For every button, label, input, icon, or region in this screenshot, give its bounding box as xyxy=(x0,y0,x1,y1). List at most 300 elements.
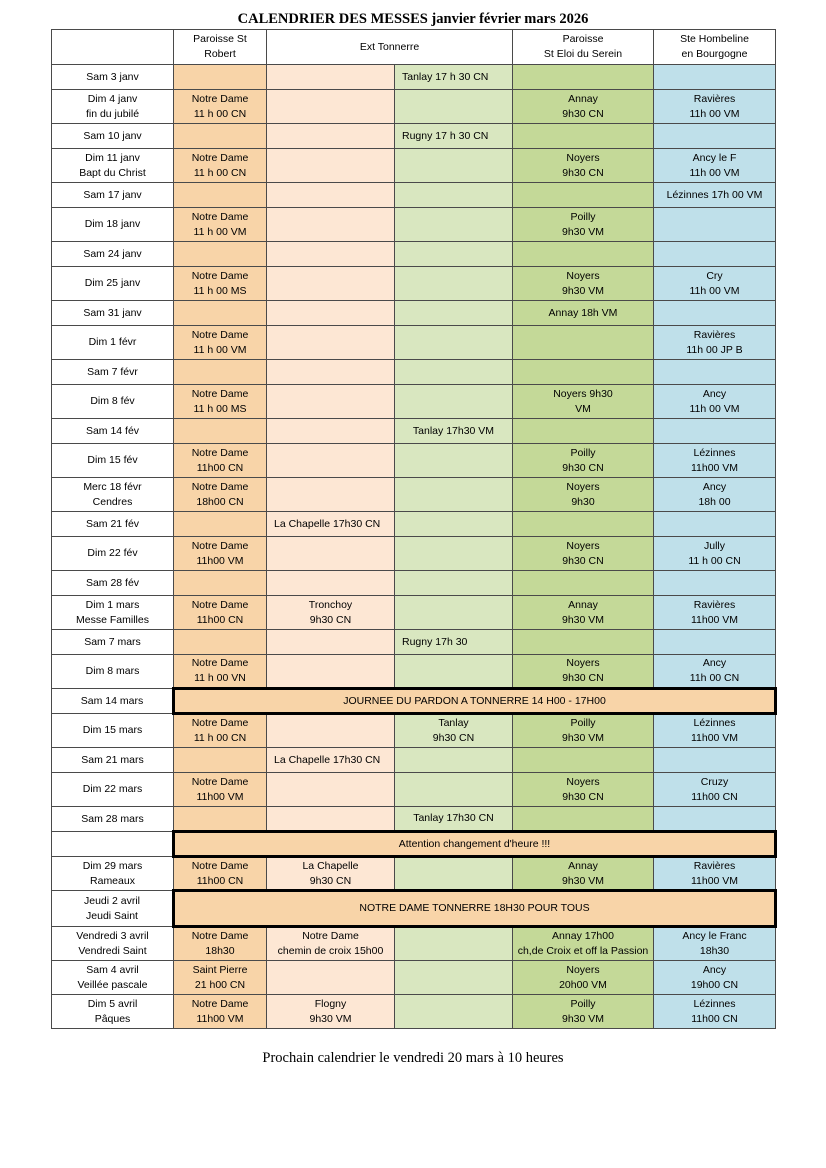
cell-ext-tonnerre-a xyxy=(267,857,395,891)
cell-text: Annay xyxy=(568,598,598,611)
cell-text: 19h00 CN xyxy=(690,978,739,991)
cell-text: Sam 14 fév xyxy=(85,424,140,437)
cell-paroisse-st-robert xyxy=(174,360,267,385)
schedule-row xyxy=(52,90,776,124)
cell-text: Ravières xyxy=(693,328,736,341)
cell-date xyxy=(52,301,174,326)
cell-date xyxy=(52,891,174,927)
cell-text: 9h30 CN xyxy=(432,732,475,744)
cell-text: Notre Dame xyxy=(191,269,249,282)
schedule-row xyxy=(52,773,776,807)
cell-text: 9h30 xyxy=(571,495,595,508)
cell-ext-tonnerre-b xyxy=(395,857,513,891)
cell-text: 11h00 VM xyxy=(690,874,739,887)
cell-ext-tonnerre-b xyxy=(395,419,513,444)
cell-paroisse-st-eloi xyxy=(513,267,654,301)
cell-text: Notre Dame xyxy=(191,210,249,223)
cell-ste-hombeline xyxy=(654,65,776,90)
event-banner: NOTRE DAME TONNERRE 18H30 POUR TOUS xyxy=(174,891,776,927)
header-ste-hombeline xyxy=(654,30,776,65)
cell-paroisse-st-eloi xyxy=(513,857,654,891)
cell-text: Pâques xyxy=(94,1012,131,1025)
cell-text: Tanlay 17h30 VM xyxy=(412,424,495,437)
cell-text: Notre Dame xyxy=(191,480,249,493)
cell-text: Jeudi Saint xyxy=(86,909,138,922)
cell-text: Annay xyxy=(568,92,598,105)
cell-text: Cruzy xyxy=(700,775,729,788)
schedule-row xyxy=(52,301,776,326)
cell-text: 11 h 00 CN xyxy=(193,107,247,120)
cell-text: 11h00 VM xyxy=(196,1012,244,1025)
cell-text: Annay 18h VM xyxy=(548,306,618,319)
cell-text: Sam 24 janv xyxy=(83,247,142,260)
cell-text: 11h00 CN xyxy=(196,874,244,887)
cell-text: 18h30 xyxy=(699,945,730,957)
schedule-row xyxy=(52,748,776,773)
cell-ste-hombeline xyxy=(654,444,776,478)
cell-paroisse-st-eloi xyxy=(513,419,654,444)
cell-date xyxy=(52,714,174,748)
cell-date xyxy=(52,65,174,90)
cell-ext-tonnerre-a xyxy=(267,242,395,267)
cell-ste-hombeline xyxy=(654,995,776,1029)
cell-text: Sam 7 févr xyxy=(87,365,138,378)
cell-date xyxy=(52,183,174,208)
cell-text: 11 h 00 CN xyxy=(688,554,741,567)
cell-text: 9h30 CN xyxy=(562,554,604,567)
cell-text: 11 h 00 MS xyxy=(193,402,247,415)
event-banner: Attention changement d'heure !!! xyxy=(174,832,776,857)
cell-ste-hombeline xyxy=(654,90,776,124)
cell-text: Dim 1 mars xyxy=(85,598,140,611)
cell-text: Poilly xyxy=(570,446,596,459)
cell-text: 11h00 VM xyxy=(196,790,244,803)
cell-text: Dim 4 janv xyxy=(87,92,138,105)
cell-text: Ravières xyxy=(693,859,736,872)
cell-date xyxy=(52,995,174,1029)
cell-paroisse-st-robert xyxy=(174,596,267,630)
cell-text: Sam 14 mars xyxy=(80,694,144,707)
cell-date xyxy=(52,326,174,360)
cell-text: Dim 11 janv xyxy=(85,151,140,164)
cell-text: 18h30 xyxy=(205,945,235,957)
cell-ext-tonnerre-a xyxy=(267,630,395,655)
cell-paroisse-st-eloi xyxy=(513,655,654,689)
cell-ext-tonnerre-b xyxy=(395,478,513,512)
header-label: en Bourgogne xyxy=(681,48,748,60)
cell-text: 11h00 CN xyxy=(196,613,244,626)
cell-text: 9h30 CN xyxy=(309,874,352,887)
cell-text: Ancy xyxy=(702,657,727,669)
schedule-row xyxy=(52,714,776,748)
cell-ext-tonnerre-a xyxy=(267,478,395,512)
header-ext-tonnerre: Ext Tonnerre xyxy=(267,30,513,65)
cell-paroisse-st-robert xyxy=(174,419,267,444)
cell-paroisse-st-robert xyxy=(174,478,267,512)
cell-ste-hombeline xyxy=(654,301,776,326)
cell-paroisse-st-eloi xyxy=(513,512,654,537)
cell-text: Dim 8 mars xyxy=(85,665,140,677)
cell-text: Poilly xyxy=(570,997,596,1010)
cell-ext-tonnerre-b xyxy=(395,807,513,832)
cell-ext-tonnerre-a xyxy=(267,571,395,596)
cell-date xyxy=(52,773,174,807)
cell-text: 11h 00 VM xyxy=(689,402,740,415)
cell-date xyxy=(52,689,174,714)
schedule-row xyxy=(52,961,776,995)
cell-ste-hombeline xyxy=(654,478,776,512)
cell-text: 11h00 CN xyxy=(691,1012,738,1025)
cell-ste-hombeline xyxy=(654,807,776,832)
cell-ext-tonnerre-b xyxy=(395,537,513,571)
cell-ste-hombeline xyxy=(654,208,776,242)
cell-text: Cendres xyxy=(92,495,133,508)
schedule-row xyxy=(52,267,776,301)
cell-ste-hombeline xyxy=(654,124,776,149)
cell-ext-tonnerre-a xyxy=(267,961,395,995)
cell-paroisse-st-robert xyxy=(174,301,267,326)
schedule-row xyxy=(52,857,776,891)
cell-ext-tonnerre-b xyxy=(395,385,513,419)
cell-text: Tronchoy xyxy=(308,598,353,611)
cell-text: Dim 22 fév xyxy=(87,547,138,559)
cell-ste-hombeline xyxy=(654,419,776,444)
cell-date xyxy=(52,90,174,124)
cell-ste-hombeline xyxy=(654,596,776,630)
cell-ext-tonnerre-b xyxy=(395,326,513,360)
cell-ext-tonnerre-a xyxy=(267,419,395,444)
cell-text: Merc 18 févr xyxy=(83,480,142,493)
cell-text: Noyers xyxy=(566,539,600,552)
cell-ext-tonnerre-a xyxy=(267,444,395,478)
cell-ste-hombeline xyxy=(654,571,776,596)
cell-ext-tonnerre-b xyxy=(395,65,513,90)
cell-ext-tonnerre-a xyxy=(267,183,395,208)
cell-text: Notre Dame xyxy=(191,446,249,459)
cell-ste-hombeline xyxy=(654,326,776,360)
cell-date xyxy=(52,149,174,183)
cell-text: 11 h 00 VN xyxy=(194,672,246,684)
cell-text: 11 h 00 MS xyxy=(193,284,247,297)
cell-ext-tonnerre-b xyxy=(395,360,513,385)
cell-date xyxy=(52,596,174,630)
cell-text: Rugny 17 h 30 CN xyxy=(402,129,489,142)
cell-text: Dim 5 avril xyxy=(87,997,138,1010)
cell-text: Tanlay 17 h 30 CN xyxy=(402,70,489,83)
cell-text: Noyers xyxy=(566,963,600,976)
cell-paroisse-st-eloi xyxy=(513,714,654,748)
schedule-row xyxy=(52,326,776,360)
cell-ext-tonnerre-b xyxy=(395,927,513,961)
cell-text: Notre Dame xyxy=(191,657,249,669)
cell-paroisse-st-eloi xyxy=(513,596,654,630)
cell-ext-tonnerre-b xyxy=(395,630,513,655)
cell-date xyxy=(52,444,174,478)
cell-paroisse-st-eloi xyxy=(513,630,654,655)
cell-text: Notre Dame xyxy=(191,539,249,552)
cell-paroisse-st-robert xyxy=(174,630,267,655)
header-row xyxy=(52,30,776,65)
cell-text: Noyers xyxy=(566,151,600,164)
cell-ext-tonnerre-a xyxy=(267,326,395,360)
cell-text: fin du jubilé xyxy=(85,107,140,120)
cell-date xyxy=(52,208,174,242)
cell-ext-tonnerre-b xyxy=(395,596,513,630)
cell-ext-tonnerre-b xyxy=(395,183,513,208)
cell-ste-hombeline xyxy=(654,537,776,571)
page-title: CALENDRIER DES MESSES janvier février mars 2026 xyxy=(237,11,589,27)
cell-ext-tonnerre-b xyxy=(395,995,513,1029)
cell-text: 11h00 VM xyxy=(690,461,739,474)
cell-text: Notre Dame xyxy=(191,997,249,1010)
cell-text: 9h30 VM xyxy=(561,284,605,297)
cell-paroisse-st-robert xyxy=(174,149,267,183)
cell-paroisse-st-eloi xyxy=(513,773,654,807)
cell-text: Dim 29 mars xyxy=(82,859,143,872)
cell-text: Veillée pascale xyxy=(77,978,148,991)
cell-text: Jeudi 2 avril xyxy=(83,894,141,907)
cell-text: Noyers xyxy=(566,657,600,669)
cell-text: 11h00 VM xyxy=(690,613,739,626)
cell-ext-tonnerre-a xyxy=(267,807,395,832)
cell-date xyxy=(52,857,174,891)
cell-ext-tonnerre-a xyxy=(267,773,395,807)
cell-date xyxy=(52,655,174,689)
cell-ext-tonnerre-a xyxy=(267,714,395,748)
schedule-row xyxy=(52,537,776,571)
cell-ext-tonnerre-b xyxy=(395,444,513,478)
cell-text: 11 h 00 VM xyxy=(193,225,247,238)
cell-ste-hombeline xyxy=(654,360,776,385)
cell-text: Noyers xyxy=(566,480,600,493)
header-label: St Eloi du Serein xyxy=(543,48,623,60)
cell-text: 9h30 CN xyxy=(562,166,604,179)
schedule-row xyxy=(52,512,776,537)
cell-paroisse-st-eloi xyxy=(513,183,654,208)
cell-text: Sam 4 avril xyxy=(86,963,139,976)
cell-paroisse-st-eloi xyxy=(513,242,654,267)
cell-ext-tonnerre-a xyxy=(267,208,395,242)
schedule-row xyxy=(52,832,776,857)
cell-ste-hombeline xyxy=(654,385,776,419)
cell-ste-hombeline xyxy=(654,773,776,807)
schedule-row xyxy=(52,444,776,478)
cell-text: 11 h 00 CN xyxy=(193,732,247,744)
cell-text: Sam 10 janv xyxy=(83,129,142,142)
schedule-row xyxy=(52,630,776,655)
cell-date xyxy=(52,512,174,537)
cell-paroisse-st-robert xyxy=(174,385,267,419)
cell-text: Dim 1 févr xyxy=(88,336,137,348)
cell-text: Notre Dame xyxy=(191,930,249,942)
cell-paroisse-st-eloi xyxy=(513,326,654,360)
event-banner: JOURNEE DU PARDON A TONNERRE 14 H00 - 17H00 xyxy=(174,689,776,714)
cell-text: Saint Pierre xyxy=(192,963,248,976)
cell-text: Lézinnes xyxy=(693,446,736,459)
cell-date xyxy=(52,807,174,832)
cell-ext-tonnerre-a xyxy=(267,512,395,537)
cell-paroisse-st-robert xyxy=(174,267,267,301)
cell-ext-tonnerre-a xyxy=(267,927,395,961)
cell-paroisse-st-robert xyxy=(174,571,267,596)
cell-paroisse-st-eloi xyxy=(513,807,654,832)
cell-text: Poilly xyxy=(570,717,596,729)
cell-paroisse-st-robert xyxy=(174,326,267,360)
cell-paroisse-st-robert xyxy=(174,183,267,208)
cell-date xyxy=(52,267,174,301)
cell-date xyxy=(52,571,174,596)
cell-text: Sam 17 janv xyxy=(83,188,142,201)
cell-text: 18h00 CN xyxy=(196,495,244,508)
cell-ext-tonnerre-a xyxy=(267,149,395,183)
cell-ste-hombeline xyxy=(654,242,776,267)
cell-ext-tonnerre-b xyxy=(395,571,513,596)
schedule-row xyxy=(52,124,776,149)
cell-paroisse-st-robert xyxy=(174,655,267,689)
cell-ext-tonnerre-a xyxy=(267,301,395,326)
footer-note: Prochain calendrier le vendredi 20 mars à 10 heures xyxy=(262,1050,564,1066)
schedule-row xyxy=(52,242,776,267)
cell-ste-hombeline xyxy=(654,630,776,655)
cell-text: Jully xyxy=(703,539,725,552)
cell-text: Poilly xyxy=(570,210,596,223)
cell-text: 20h00 VM xyxy=(559,978,607,991)
cell-ste-hombeline xyxy=(654,655,776,689)
cell-date xyxy=(52,630,174,655)
cell-text: VM xyxy=(575,402,591,415)
cell-text: 11h 00 VM xyxy=(689,166,740,179)
cell-text: 9h30 VM xyxy=(561,1012,605,1025)
cell-date xyxy=(52,478,174,512)
schedule-row xyxy=(52,927,776,961)
schedule-row xyxy=(52,385,776,419)
cell-text: 11 h 00 CN xyxy=(193,166,247,179)
cell-text: ch,de Croix et off la Passion xyxy=(517,945,649,957)
cell-paroisse-st-robert xyxy=(174,242,267,267)
cell-date xyxy=(52,419,174,444)
cell-paroisse-st-eloi xyxy=(513,444,654,478)
cell-paroisse-st-eloi xyxy=(513,537,654,571)
cell-ste-hombeline xyxy=(654,512,776,537)
cell-date xyxy=(52,124,174,149)
cell-paroisse-st-robert xyxy=(174,748,267,773)
cell-ste-hombeline xyxy=(654,149,776,183)
cell-text: 21 h00 CN xyxy=(194,978,246,991)
cell-paroisse-st-eloi xyxy=(513,748,654,773)
cell-text: 11 h 00 VM xyxy=(193,343,247,356)
cell-paroisse-st-robert xyxy=(174,208,267,242)
cell-text: Notre Dame xyxy=(302,930,359,942)
cell-ext-tonnerre-b xyxy=(395,124,513,149)
cell-text: Dim 18 janv xyxy=(84,218,141,230)
cell-text: Noyers xyxy=(566,775,600,788)
schedule-row xyxy=(52,807,776,832)
cell-paroisse-st-robert xyxy=(174,90,267,124)
cell-text: Noyers xyxy=(566,269,600,282)
cell-date xyxy=(52,242,174,267)
cell-text: Ravières xyxy=(693,598,736,611)
cell-paroisse-st-robert xyxy=(174,537,267,571)
cell-text: Notre Dame xyxy=(191,598,249,611)
schedule-row xyxy=(52,689,776,714)
cell-date xyxy=(52,360,174,385)
cell-paroisse-st-robert xyxy=(174,124,267,149)
cell-text: La Chapelle xyxy=(302,859,359,872)
cell-paroisse-st-robert xyxy=(174,961,267,995)
cell-paroisse-st-robert xyxy=(174,444,267,478)
cell-ext-tonnerre-a xyxy=(267,360,395,385)
cell-text: 9h30 CN xyxy=(309,613,352,626)
schedule-row xyxy=(52,995,776,1029)
cell-ste-hombeline xyxy=(654,857,776,891)
cell-paroisse-st-eloi xyxy=(513,995,654,1029)
cell-text: 11h00 CN xyxy=(196,461,244,474)
cell-text: 9h30 VM xyxy=(561,732,605,744)
header-label: Paroisse St xyxy=(193,33,247,45)
cell-paroisse-st-eloi xyxy=(513,478,654,512)
cell-text: Flogny xyxy=(314,997,347,1010)
cell-paroisse-st-robert xyxy=(174,857,267,891)
header-label: Ste Hombeline xyxy=(680,33,749,45)
cell-ste-hombeline xyxy=(654,927,776,961)
cell-text: Notre Dame xyxy=(191,775,249,788)
cell-paroisse-st-eloi xyxy=(513,65,654,90)
cell-paroisse-st-robert xyxy=(174,714,267,748)
cell-date xyxy=(52,961,174,995)
cell-ste-hombeline xyxy=(654,714,776,748)
cell-text: La Chapelle 17h30 CN xyxy=(274,517,381,530)
schedule-row xyxy=(52,891,776,927)
cell-text: Rugny 17h 30 xyxy=(402,635,468,648)
cell-text: Rameaux xyxy=(90,874,135,887)
header-paroisse-st-robert xyxy=(174,30,267,65)
cell-text: Sam 21 mars xyxy=(81,753,144,766)
cell-ext-tonnerre-b xyxy=(395,748,513,773)
cell-paroisse-st-robert xyxy=(174,512,267,537)
cell-ste-hombeline xyxy=(654,183,776,208)
cell-text: Ancy le F xyxy=(692,151,737,164)
cell-text: Notre Dame xyxy=(191,387,249,400)
cell-text: Tanlay xyxy=(438,717,469,729)
cell-paroisse-st-eloi xyxy=(513,124,654,149)
cell-text: Dim 15 mars xyxy=(82,724,143,736)
cell-ext-tonnerre-a xyxy=(267,385,395,419)
cell-date xyxy=(52,537,174,571)
cell-date xyxy=(52,832,174,857)
schedule-row xyxy=(52,571,776,596)
cell-text: 11h00 CN xyxy=(691,790,738,803)
cell-text: Annay 17h00 xyxy=(552,930,614,942)
header-date xyxy=(52,30,174,65)
cell-ste-hombeline xyxy=(654,748,776,773)
schedule-row xyxy=(52,149,776,183)
cell-text: Lézinnes xyxy=(693,717,736,729)
header-label: Robert xyxy=(204,48,236,60)
cell-ext-tonnerre-b xyxy=(395,655,513,689)
cell-text: Vendredi 3 avril xyxy=(76,929,149,942)
cell-text: 11h00 VM xyxy=(196,554,244,567)
cell-text: Notre Dame xyxy=(191,328,249,341)
schedule-row xyxy=(52,360,776,385)
cell-text: Lézinnes xyxy=(693,997,736,1010)
cell-text: 18h 00 xyxy=(698,495,731,508)
cell-paroisse-st-eloi xyxy=(513,927,654,961)
cell-text: chemin de croix 15h00 xyxy=(277,945,384,957)
cell-text: Ancy le Franc xyxy=(682,930,747,942)
cell-text: Notre Dame xyxy=(191,151,249,164)
cell-text: 11h00 VM xyxy=(690,732,739,744)
cell-text: 9h30 VM xyxy=(309,1012,352,1025)
